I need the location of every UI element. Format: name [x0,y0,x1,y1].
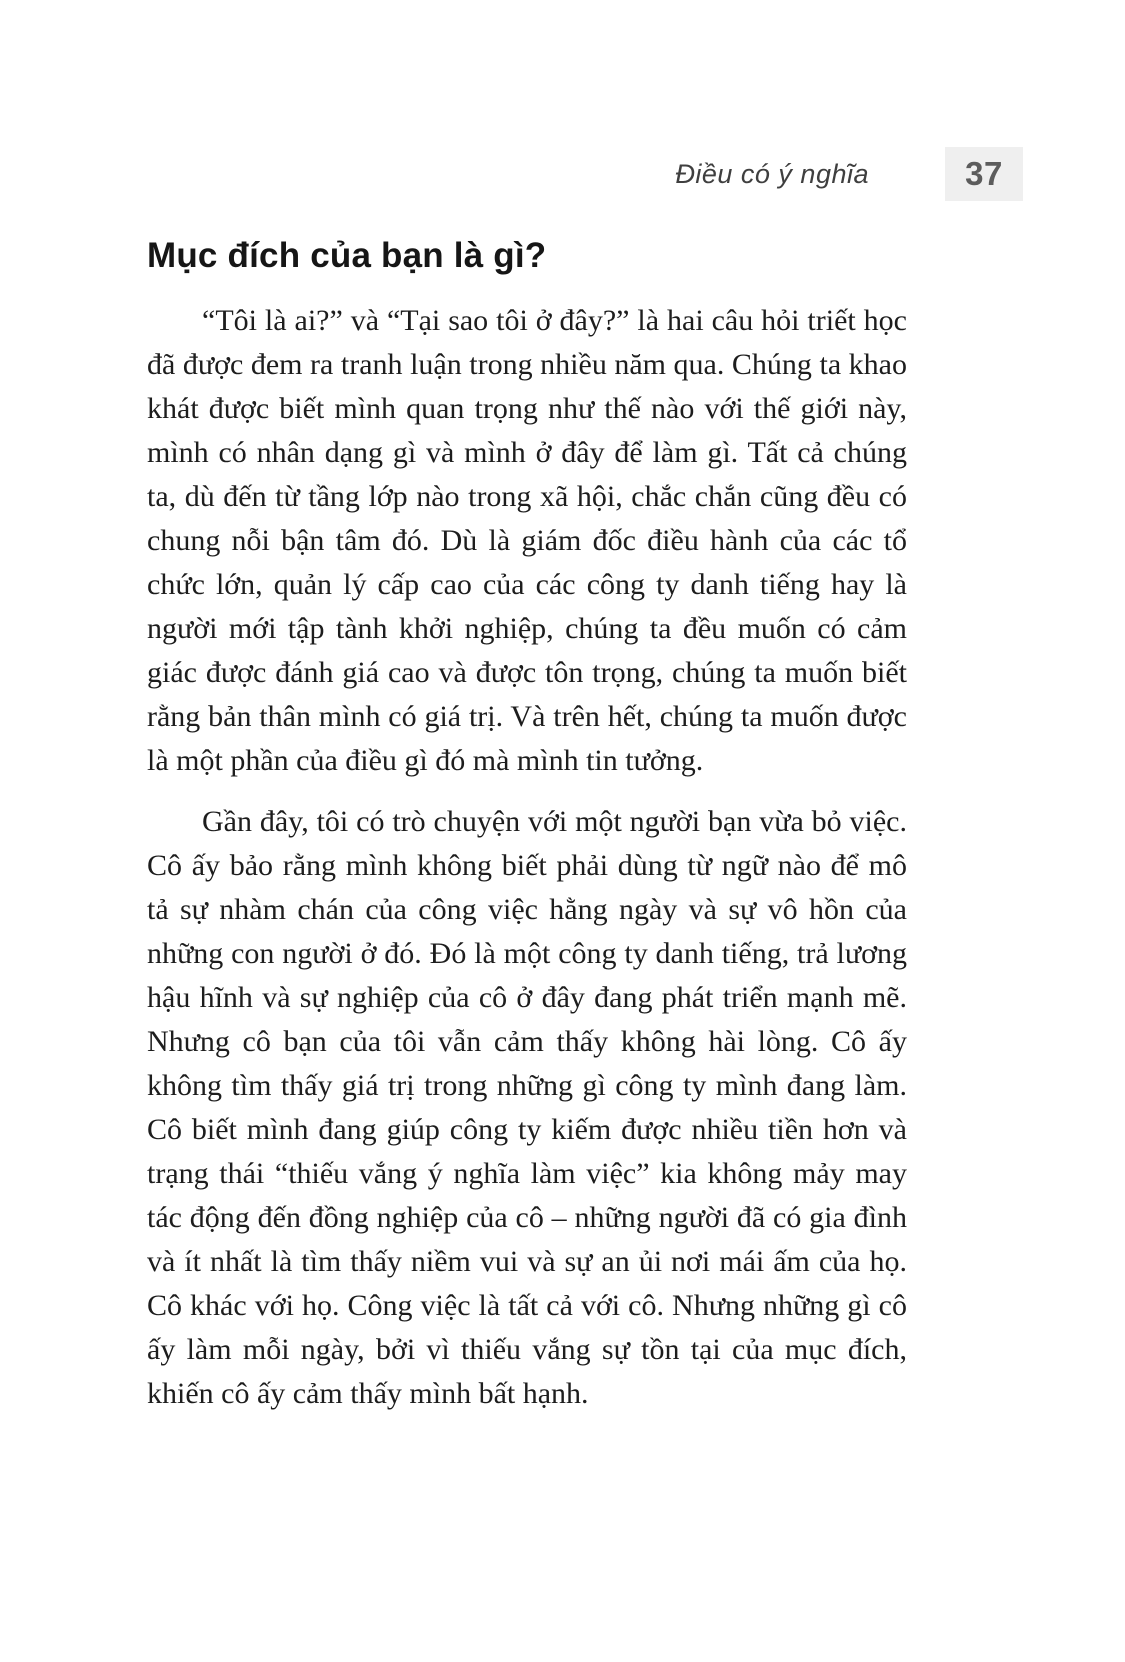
running-title: Điều có ý nghĩa [675,158,869,189]
page-number-badge [945,147,1023,201]
paragraph-1: “Tôi là ai?” và “Tại sao tôi ở đây?” là hai câu hỏi triết học đã được đem ra tranh luận trong nhiều năm qua. Chúng ta khao khát được biết mình quan trọng như thế nào với thế giới này, mình có nhân dạng gì và mình ở đây để làm gì. Tất cả chúng ta, dù đến từ tầng lớp nào trong xã hội, chắc chắn cũng đều có chung nỗi bận tâm đó. Dù là giám đốc điều hành của các tổ chức lớn, quản lý cấp cao của các công ty danh tiếng hay là người mới tập tành khởi nghiệp, chúng ta đều muốn có cảm giác được đánh giá cao và được tôn trọng, chúng ta muốn biết rằng bản thân mình có giá trị. Và trên hết, chúng ta muốn được là một phần của điều gì đó mà mình tin tưởng. [147,304,907,777]
paragraph-2: Gần đây, tôi có trò chuyện với một người bạn vừa bỏ việc. Cô ấy bảo rằng mình không biết phải dùng từ ngữ nào để mô tả sự nhàm chán của công việc hằng ngày và sự vô hồn của những con người ở đó. Đó là một công ty danh tiếng, trả lương hậu hĩnh và sự nghiệp của cô ở đây đang phát triển mạnh mẽ. Nhưng cô bạn của tôi vẫn cảm thấy không hài lòng. Cô ấy không tìm thấy giá trị trong những gì công ty mình đang làm. Cô biết mình đang giúp công ty kiếm được nhiều tiền hơn và trạng thái “thiếu vắng ý nghĩa làm việc” kia không mảy may tác động đến đồng nghiệp của cô – những người đã có gia đình và ít nhất là tìm thấy niềm vui và sự an ủi nơi mái ấm của họ. Cô khác với họ. Công việc là tất cả với cô. Nhưng những gì cô ấy làm mỗi ngày, bởi vì thiếu vắng sự tồn tại của mục đích, khiến cô ấy cảm thấy mình bất hạnh. [147,805,907,1410]
page-number: 37 [965,155,1003,192]
section-heading: Mục đích của bạn là gì? [147,236,547,275]
body-text [147,299,907,1416]
page-header [147,146,1023,202]
